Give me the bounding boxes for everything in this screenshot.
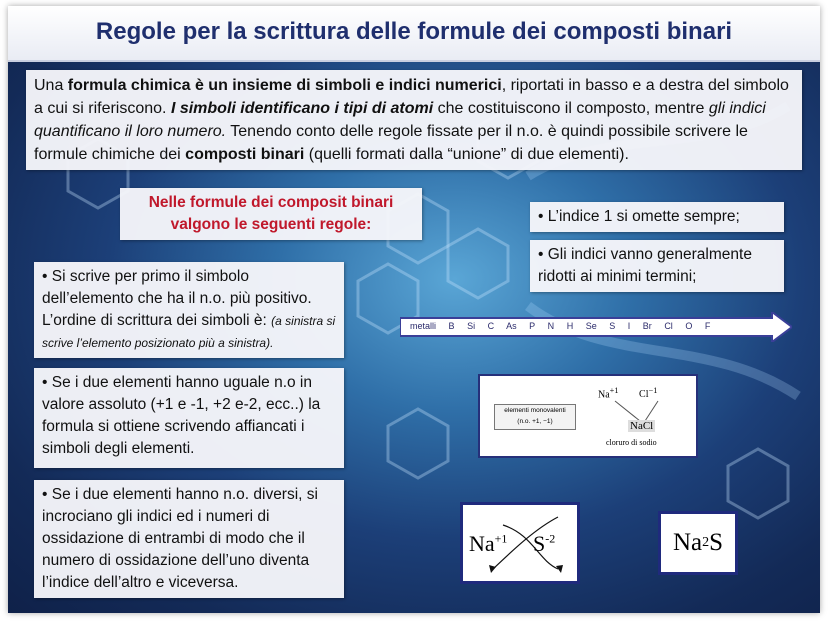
intro-italic-indices: gli indici quantificano il loro numero. xyxy=(34,100,766,140)
element-symbol: Br xyxy=(642,321,652,331)
intro-text-part: , riportati in basso e a destra del simbolo a cui si riferiscono. xyxy=(34,77,789,117)
rule-2 xyxy=(34,368,344,468)
s-symbol: S xyxy=(533,531,546,556)
intro-text-part: (quelli formati dalla “unione” di due elementi). xyxy=(304,146,629,163)
intro-text-part: Una xyxy=(34,77,68,94)
formula-cl: Cl xyxy=(642,420,654,432)
slide xyxy=(8,6,820,613)
nacl-caption: cloruro di sodio xyxy=(606,438,657,447)
element-symbol: I xyxy=(627,321,631,331)
ion-na xyxy=(469,531,507,557)
element-symbol: C xyxy=(487,321,495,331)
na-symbol: Na xyxy=(598,389,610,401)
ion-s xyxy=(533,531,555,557)
element-symbol: P xyxy=(529,321,536,331)
element-symbol: S xyxy=(609,321,616,331)
monovalent-label-line: elementi monovalenti xyxy=(504,407,566,414)
intro-text-part: Tenendo conto delle regole fissate per il n.o. è quindi possibile scrivere le formule chimiche dei xyxy=(34,123,748,163)
element-symbol: metalli xyxy=(410,321,437,331)
rule-text: • Si scrive per primo il simbolo dell’elemento che ha il n.o. più positivo. L’ordine di scrittura dei simboli è: xyxy=(42,268,312,329)
element-symbol: F xyxy=(704,321,711,331)
tip-reduce-indices xyxy=(530,240,784,292)
monovalent-label-line: (n.o. +1, −1) xyxy=(517,418,553,425)
element-symbol: N xyxy=(547,321,555,331)
intro-text xyxy=(26,70,802,170)
rule-note: (a sinistra si scrive l’elemento posizionato più a sinistra). xyxy=(42,314,336,350)
rule-3 xyxy=(34,480,344,598)
na-charge: +1 xyxy=(494,531,508,546)
formula-subscript: 2 xyxy=(702,535,710,550)
rules-subtitle xyxy=(120,188,422,240)
formula-na: Na xyxy=(672,529,703,556)
na-symbol: Na xyxy=(469,531,495,556)
element-symbol: As xyxy=(506,321,517,331)
cl-symbol: Cl xyxy=(639,389,649,401)
element-symbol: Si xyxy=(467,321,476,331)
cl-charge: −1 xyxy=(648,386,658,395)
rule-text: • Se i due elementi hanno n.o. diversi, si incrociano gli indici ed i numeri di ossidazione di entrambi di modo che il numero di ossidazione dell’uno diventa l’indice dell’altro e viceversa. xyxy=(42,486,318,591)
nacl-formula xyxy=(628,420,655,432)
formula-na: Na xyxy=(630,420,643,432)
rule-1 xyxy=(34,262,344,358)
na2s-crossing-card xyxy=(460,502,580,584)
tip-text: • L’indice 1 si omette sempre; xyxy=(538,208,740,225)
element-symbol: Se xyxy=(585,321,597,331)
subtitle-line: Nelle formule dei composit binari xyxy=(148,194,394,211)
rule-text: • Se i due elementi hanno uguale n.o in valore assoluto (+1 e -1, +2 e-2, ecc..) la formula si ottiene scrivendo affiancati i simboli degli elementi. xyxy=(42,374,321,457)
title-bar xyxy=(8,6,820,62)
intro-italic-symbols: I simboli identificano i tipi di atomi xyxy=(170,100,434,117)
element-symbol: O xyxy=(685,321,693,331)
crossing-arrows-icon xyxy=(480,376,696,456)
formula-s: S xyxy=(709,529,724,556)
intro-text-part: che costituiscono il composto, mentre xyxy=(433,100,709,117)
page-title: Regole per la scrittura delle formule dei composti binari xyxy=(95,18,733,45)
nacl-example xyxy=(478,374,698,458)
element-symbol: B xyxy=(448,321,455,331)
element-symbol: Cl xyxy=(664,321,673,331)
na2s-formula-card xyxy=(658,511,738,575)
subtitle-line: valgono le seguenti regole: xyxy=(170,216,372,233)
tip-text: • Gli indici vanno generalmente ridotti ai minimi termini; xyxy=(538,246,752,285)
s-charge: -2 xyxy=(545,531,556,546)
na-charge: +1 xyxy=(609,386,619,395)
element-order-series xyxy=(410,321,720,331)
intro-bold-binari: composti binari xyxy=(185,146,305,163)
element-symbol: H xyxy=(566,321,574,331)
intro-bold-formula: formula chimica è un insieme di simboli e indici numerici xyxy=(67,77,502,94)
tip-index-one xyxy=(530,202,784,232)
